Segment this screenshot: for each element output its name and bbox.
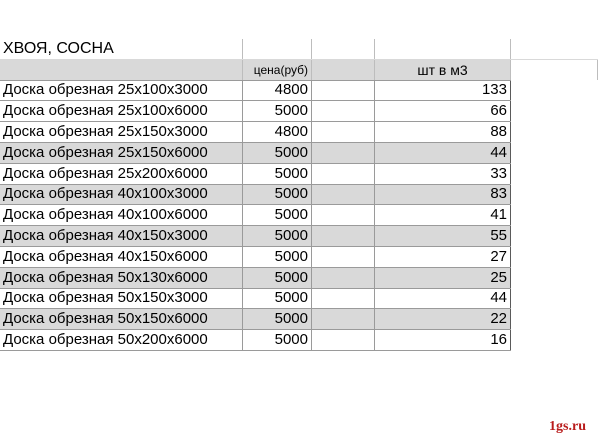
- empty-cell[interactable]: [312, 309, 375, 330]
- header-empty-cell[interactable]: [0, 59, 243, 80]
- empty-cell[interactable]: [511, 184, 598, 205]
- price-cell[interactable]: 5000: [243, 226, 312, 247]
- empty-cell[interactable]: [375, 39, 511, 59]
- site-watermark: 1gs.ru: [549, 419, 586, 434]
- per-m3-cell[interactable]: 83: [375, 184, 511, 205]
- price-table: [0, 39, 598, 351]
- empty-cell[interactable]: [312, 39, 375, 59]
- empty-cell[interactable]: [312, 288, 375, 309]
- price-header[interactable]: цена(руб): [243, 59, 312, 80]
- empty-cell[interactable]: [511, 246, 598, 267]
- empty-cell[interactable]: [511, 163, 598, 184]
- empty-cell[interactable]: [511, 142, 598, 163]
- table-row: [0, 142, 597, 163]
- table-row: [0, 267, 597, 288]
- table-row: [0, 246, 597, 267]
- spreadsheet: [0, 39, 598, 351]
- title-row: [0, 39, 597, 59]
- product-name-cell[interactable]: Доска обрезная 50х150х3000: [0, 288, 243, 309]
- product-name-cell[interactable]: Доска обрезная 25х150х6000: [0, 142, 243, 163]
- header-row: [0, 59, 597, 80]
- per-m3-cell[interactable]: 55: [375, 226, 511, 247]
- price-cell[interactable]: 5000: [243, 184, 312, 205]
- empty-cell[interactable]: [511, 267, 598, 288]
- product-name-cell[interactable]: Доска обрезная 40х150х6000: [0, 246, 243, 267]
- empty-cell[interactable]: [511, 39, 598, 59]
- per-m3-cell[interactable]: 88: [375, 122, 511, 143]
- table-row: [0, 309, 597, 330]
- table-row: [0, 288, 597, 309]
- sheet-title[interactable]: ХВОЯ, СОСНА: [0, 39, 243, 59]
- per-m3-cell[interactable]: 22: [375, 309, 511, 330]
- empty-cell[interactable]: [511, 122, 598, 143]
- per-m3-cell[interactable]: 41: [375, 205, 511, 226]
- table-row: [0, 205, 597, 226]
- per-m3-cell[interactable]: 66: [375, 101, 511, 122]
- price-cell[interactable]: 5000: [243, 246, 312, 267]
- empty-cell[interactable]: [312, 267, 375, 288]
- price-cell[interactable]: 5000: [243, 101, 312, 122]
- empty-cell[interactable]: [312, 184, 375, 205]
- empty-cell[interactable]: [511, 80, 598, 101]
- table-row: [0, 330, 597, 351]
- empty-cell[interactable]: [243, 39, 312, 59]
- product-name-cell[interactable]: Доска обрезная 25х100х3000: [0, 80, 243, 101]
- empty-cell[interactable]: [312, 205, 375, 226]
- empty-cell[interactable]: [511, 101, 598, 122]
- product-name-cell[interactable]: Доска обрезная 50х130х6000: [0, 267, 243, 288]
- price-cell[interactable]: 5000: [243, 330, 312, 351]
- product-name-cell[interactable]: Доска обрезная 50х200х6000: [0, 330, 243, 351]
- product-name-cell[interactable]: Доска обрезная 25х200х6000: [0, 163, 243, 184]
- price-cell[interactable]: 5000: [243, 288, 312, 309]
- table-row: [0, 163, 597, 184]
- empty-cell[interactable]: [312, 101, 375, 122]
- empty-cell[interactable]: [511, 59, 598, 80]
- price-cell[interactable]: 4800: [243, 122, 312, 143]
- empty-cell[interactable]: [511, 288, 598, 309]
- table-row: [0, 226, 597, 247]
- price-cell[interactable]: 5000: [243, 267, 312, 288]
- product-name-cell[interactable]: Доска обрезная 40х100х3000: [0, 184, 243, 205]
- table-row: [0, 122, 597, 143]
- price-table-body: [0, 39, 597, 350]
- price-cell[interactable]: 5000: [243, 309, 312, 330]
- per-m3-cell[interactable]: 44: [375, 142, 511, 163]
- price-cell[interactable]: 4800: [243, 80, 312, 101]
- per-m3-cell[interactable]: 16: [375, 330, 511, 351]
- empty-cell[interactable]: [312, 122, 375, 143]
- per-m3-cell[interactable]: 44: [375, 288, 511, 309]
- empty-cell[interactable]: [312, 226, 375, 247]
- product-name-cell[interactable]: Доска обрезная 25х100х6000: [0, 101, 243, 122]
- empty-cell[interactable]: [312, 80, 375, 101]
- price-cell[interactable]: 5000: [243, 163, 312, 184]
- empty-cell[interactable]: [511, 226, 598, 247]
- empty-cell[interactable]: [312, 163, 375, 184]
- empty-cell[interactable]: [511, 309, 598, 330]
- empty-cell[interactable]: [312, 246, 375, 267]
- empty-cell[interactable]: [511, 205, 598, 226]
- per-m3-cell[interactable]: 25: [375, 267, 511, 288]
- empty-cell[interactable]: [312, 142, 375, 163]
- product-name-cell[interactable]: Доска обрезная 25х150х3000: [0, 122, 243, 143]
- table-row: [0, 101, 597, 122]
- product-name-cell[interactable]: Доска обрезная 50х150х6000: [0, 309, 243, 330]
- per-m3-header[interactable]: шт в м3: [375, 59, 511, 80]
- per-m3-cell[interactable]: 27: [375, 246, 511, 267]
- header-empty-cell[interactable]: [312, 59, 375, 80]
- price-cell[interactable]: 5000: [243, 142, 312, 163]
- price-cell[interactable]: 5000: [243, 205, 312, 226]
- product-name-cell[interactable]: Доска обрезная 40х100х6000: [0, 205, 243, 226]
- table-row: [0, 80, 597, 101]
- product-name-cell[interactable]: Доска обрезная 40х150х3000: [0, 226, 243, 247]
- per-m3-cell[interactable]: 133: [375, 80, 511, 101]
- empty-cell[interactable]: [312, 330, 375, 351]
- empty-cell[interactable]: [511, 330, 598, 351]
- per-m3-cell[interactable]: 33: [375, 163, 511, 184]
- table-row: [0, 184, 597, 205]
